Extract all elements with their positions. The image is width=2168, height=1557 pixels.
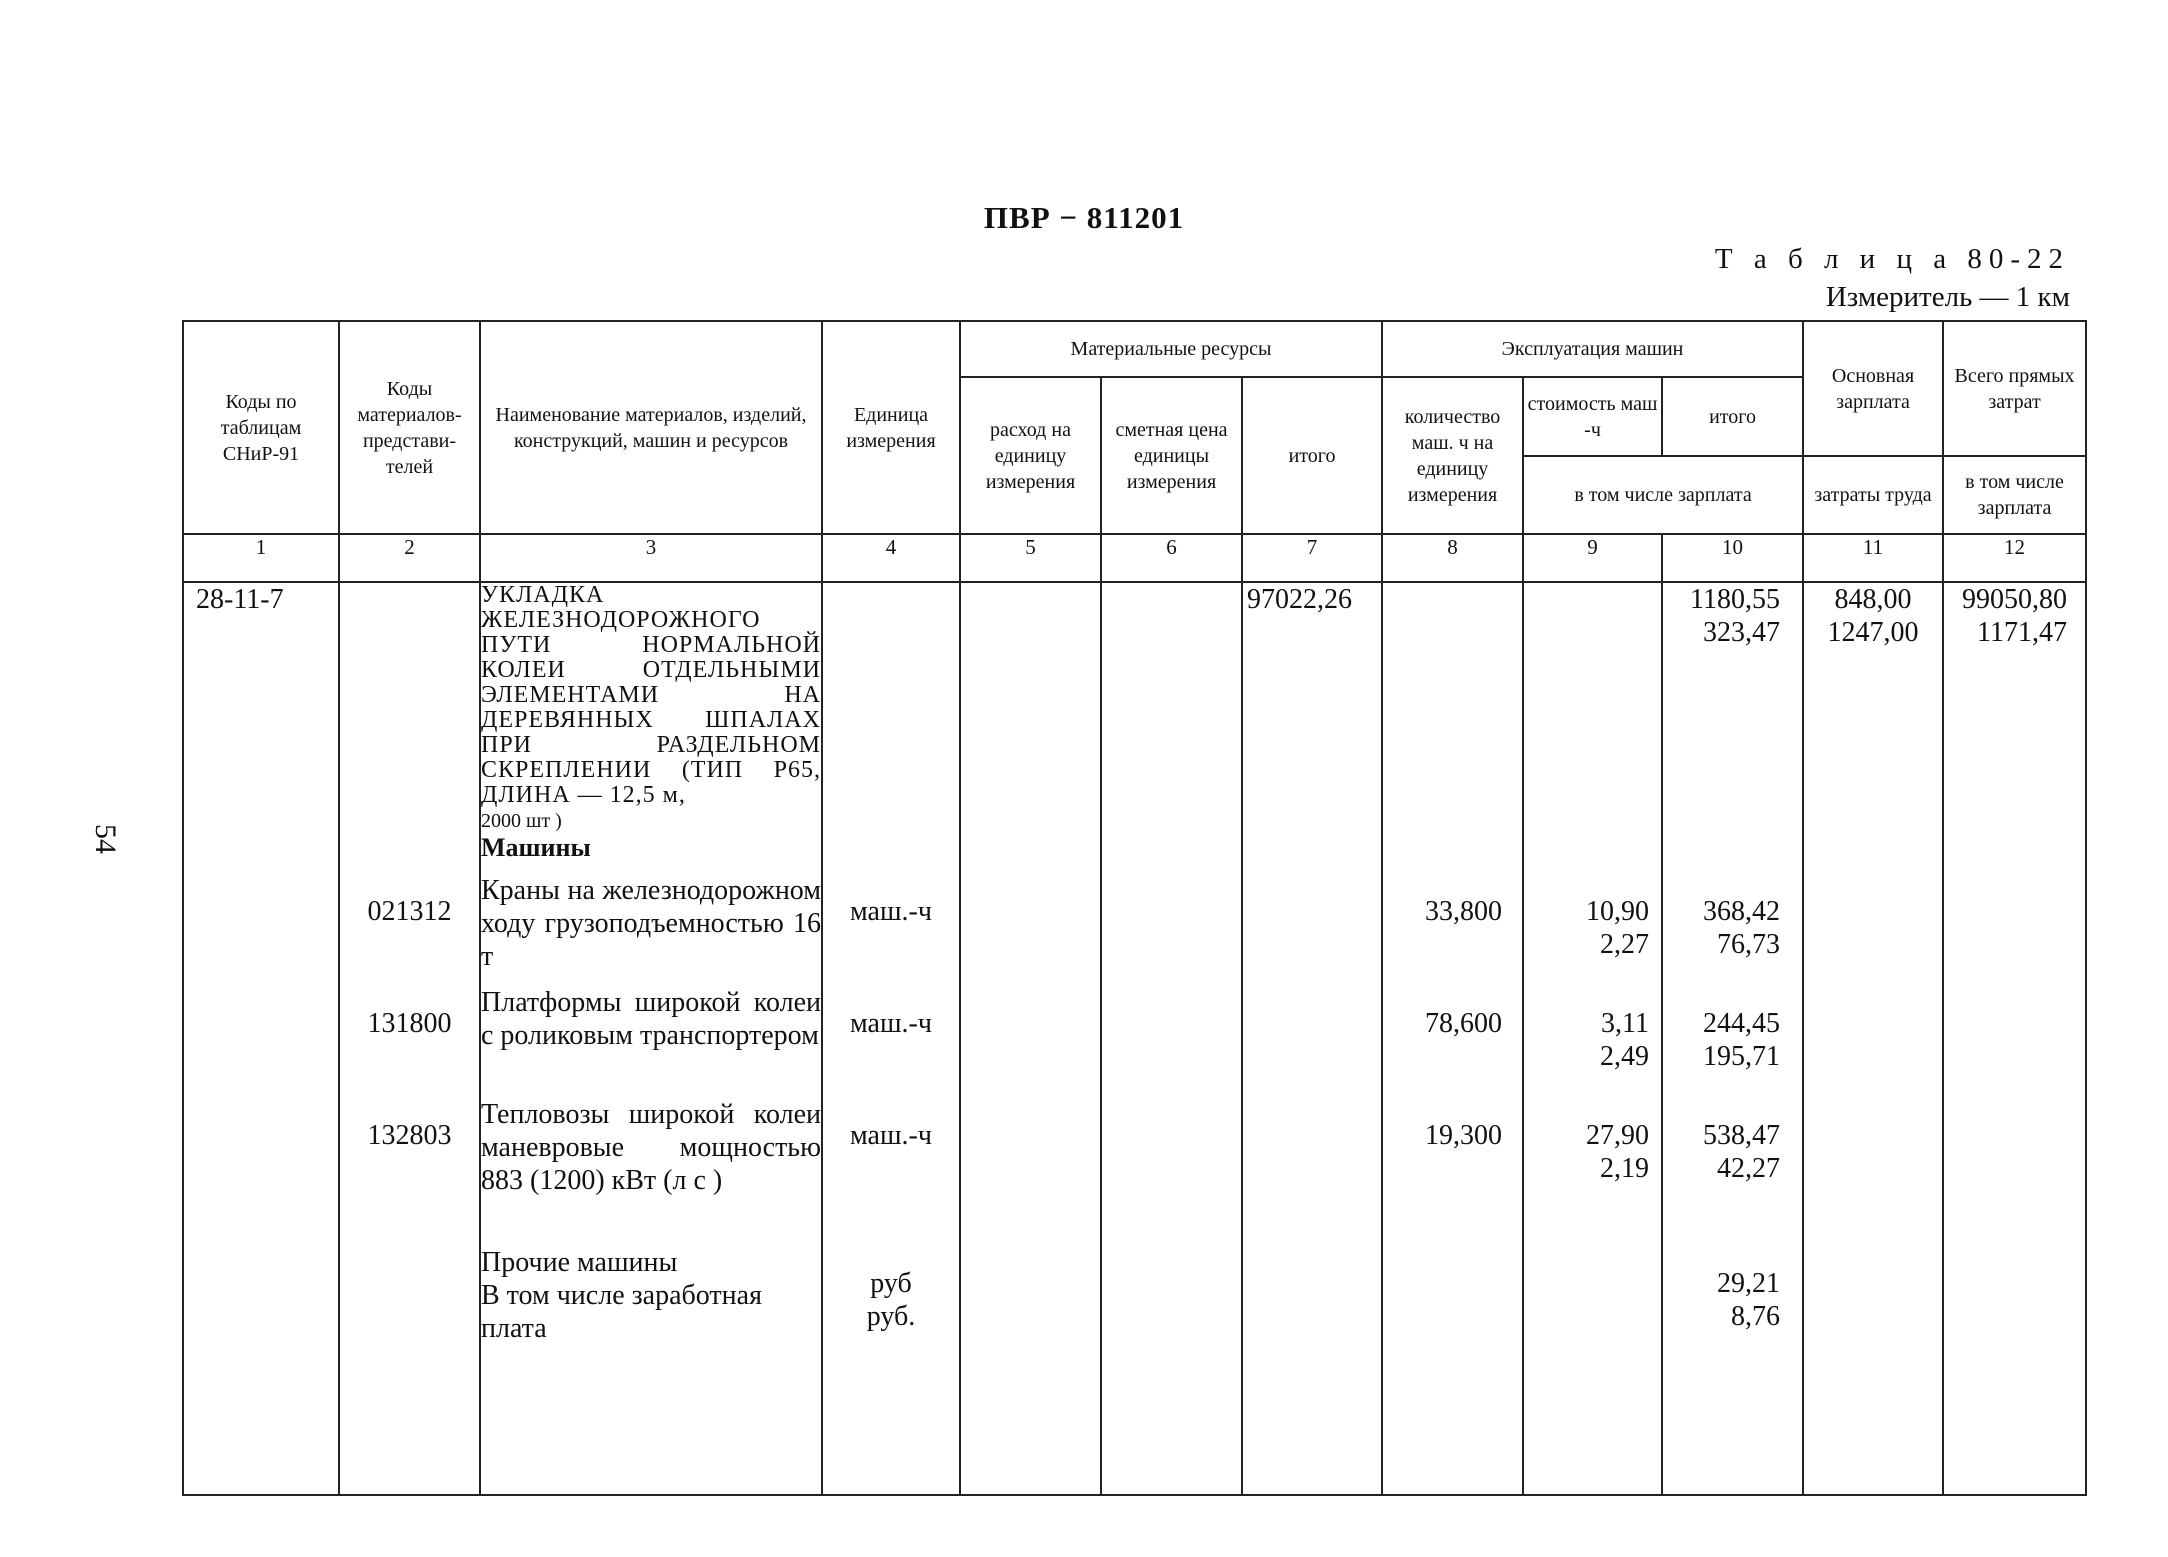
hour-cost-wage: 2,49 bbox=[1600, 1041, 1650, 1072]
machine-name: Платформы широкой колеи с роликовым транспортером bbox=[481, 987, 821, 1051]
col-base-wage bbox=[1803, 582, 1943, 1495]
header-labor: затраты труда bbox=[1803, 456, 1943, 534]
machine-code: 132803 bbox=[367, 1120, 452, 1151]
table-measure: Измеритель — 1 км bbox=[1825, 281, 2070, 313]
other-total: 29,21 bbox=[1717, 1268, 1781, 1299]
base-wage: 848,00 bbox=[1834, 584, 1912, 615]
header-codes-snir: Коды по таблицам СНиР-91 bbox=[183, 321, 339, 534]
column-number: 8 bbox=[1382, 534, 1523, 582]
other-wage-name: В том числе заработная плата bbox=[481, 1280, 762, 1344]
header-consumption: расход на единицу измерения bbox=[960, 377, 1101, 534]
column-number: 3 bbox=[480, 534, 822, 582]
machine-hours: 33,800 bbox=[1425, 896, 1503, 927]
machine-name: Краны на железнодорожном ходу грузоподъемностью 16 т bbox=[481, 875, 821, 972]
machine-total: 538,47 bbox=[1703, 1120, 1781, 1151]
hour-cost-wage: 2,27 bbox=[1600, 929, 1650, 960]
labor-cost: 1247,00 bbox=[1827, 617, 1919, 648]
col-materials-total bbox=[1242, 582, 1382, 1495]
hour-cost: 10,90 bbox=[1586, 896, 1650, 927]
header-direct-wage: в том числе зарплата bbox=[1943, 456, 2086, 534]
machine-unit: маш.-ч bbox=[850, 1120, 932, 1151]
section-machines-heading: Машины bbox=[481, 833, 591, 862]
machine-code: 021312 bbox=[367, 896, 452, 927]
column-number: 11 bbox=[1803, 534, 1943, 582]
table-number: Т а б л и ц а 80-22 bbox=[1714, 243, 2070, 275]
machine-hours: 78,600 bbox=[1425, 1008, 1503, 1039]
column-number: 12 bbox=[1943, 534, 2086, 582]
hour-cost: 27,90 bbox=[1586, 1120, 1650, 1151]
col-codes-snir bbox=[183, 582, 339, 1495]
machine-hours: 19,300 bbox=[1425, 1120, 1503, 1151]
machines-total: 1180,55 bbox=[1690, 584, 1781, 615]
header-machine-hours: количество маш. ч на единицу измерения bbox=[1382, 377, 1523, 534]
machine-total: 368,42 bbox=[1703, 896, 1781, 927]
entry-title: УКЛАДКА ЖЕЛЕЗНОДОРОЖНОГО ПУТИ НОРМАЛЬНОЙ КОЛЕИ ОТДЕЛЬНЫМИ ЭЛЕМЕНТАМИ НА ДЕРЕВЯННЫХ ШПАЛАХ ПРИ РАЗДЕЛЬНОМ СКРЕПЛЕНИИ (ТИП Р65, ДЛИНА — 12,5 м, 2000 шт ) bbox=[481, 582, 821, 832]
machine-unit: маш.-ч bbox=[850, 896, 932, 927]
header-row-1 bbox=[183, 321, 2086, 377]
header-unit: Единица измерения bbox=[822, 321, 960, 534]
col-unit-price bbox=[1101, 582, 1242, 1495]
col-consumption bbox=[960, 582, 1101, 1495]
machine-unit: маш.-ч bbox=[850, 1008, 932, 1039]
column-number: 1 bbox=[183, 534, 339, 582]
header-group-machines: Эксплуатация машин bbox=[1382, 321, 1803, 377]
hour-cost-wage: 2,19 bbox=[1600, 1153, 1650, 1184]
header-material-codes: Коды материалов-представи-телей bbox=[339, 321, 480, 534]
entry-code: 28-11-7 bbox=[196, 584, 284, 615]
machine-total: 244,45 bbox=[1703, 1008, 1781, 1039]
header-incl-wage: в том числе зарплата bbox=[1523, 456, 1803, 534]
column-number: 4 bbox=[822, 534, 960, 582]
col-material-codes bbox=[339, 582, 480, 1495]
header-materials-total: итого bbox=[1242, 377, 1382, 534]
col-units bbox=[822, 582, 960, 1495]
other-unit: руб bbox=[870, 1268, 912, 1299]
machine-total-wage: 76,73 bbox=[1717, 929, 1781, 960]
col-direct-total bbox=[1943, 582, 2086, 1495]
header-base-wage: Основная зарплата bbox=[1803, 321, 1943, 456]
machine-total-wage: 195,71 bbox=[1703, 1041, 1781, 1072]
estimate-table bbox=[182, 320, 2087, 1496]
header-name: Наименование материалов, изделий, конструкций, машин и ресурсов bbox=[480, 321, 822, 534]
column-number: 7 bbox=[1242, 534, 1382, 582]
header-group-materials: Материальные ресурсы bbox=[960, 321, 1382, 377]
materials-total: 97022,26 bbox=[1247, 584, 1352, 615]
column-number: 5 bbox=[960, 534, 1101, 582]
header-direct-total: Всего прямых затрат bbox=[1943, 321, 2086, 456]
column-number: 6 bbox=[1101, 534, 1242, 582]
hour-cost: 3,11 bbox=[1601, 1008, 1650, 1039]
header-hour-cost: стоимость маш -ч bbox=[1523, 377, 1662, 456]
page-number: 54 bbox=[89, 824, 122, 854]
machines-wage: 323,47 bbox=[1703, 617, 1781, 648]
col-machines-total bbox=[1662, 582, 1803, 1495]
table-label bbox=[1715, 240, 2070, 316]
col-hour-cost bbox=[1523, 582, 1662, 1495]
table-body-row bbox=[183, 582, 2086, 1495]
column-number: 10 bbox=[1662, 534, 1803, 582]
machine-name: Тепловозы широкой колеи маневровые мощностью 883 (1200) кВт (л с ) bbox=[481, 1099, 821, 1196]
page-title: ПВР − 811201 bbox=[983, 200, 1185, 235]
direct-wage: 1171,47 bbox=[1977, 617, 2068, 648]
column-number: 9 bbox=[1523, 534, 1662, 582]
other-wage-unit: руб. bbox=[866, 1301, 916, 1332]
other-wage-total: 8,76 bbox=[1731, 1301, 1781, 1332]
header-machines-total: итого bbox=[1662, 377, 1803, 456]
other-machines-name: Прочие машины bbox=[481, 1247, 678, 1278]
col-machine-hours bbox=[1382, 582, 1523, 1495]
header-unit-price: сметная цена единицы измерения bbox=[1101, 377, 1242, 534]
direct-total: 99050,80 bbox=[1962, 584, 2068, 615]
machine-code: 131800 bbox=[367, 1008, 452, 1039]
col-names bbox=[480, 582, 822, 1495]
machine-total-wage: 42,27 bbox=[1717, 1153, 1781, 1184]
column-numbers-row bbox=[183, 534, 2086, 582]
column-number: 2 bbox=[339, 534, 480, 582]
